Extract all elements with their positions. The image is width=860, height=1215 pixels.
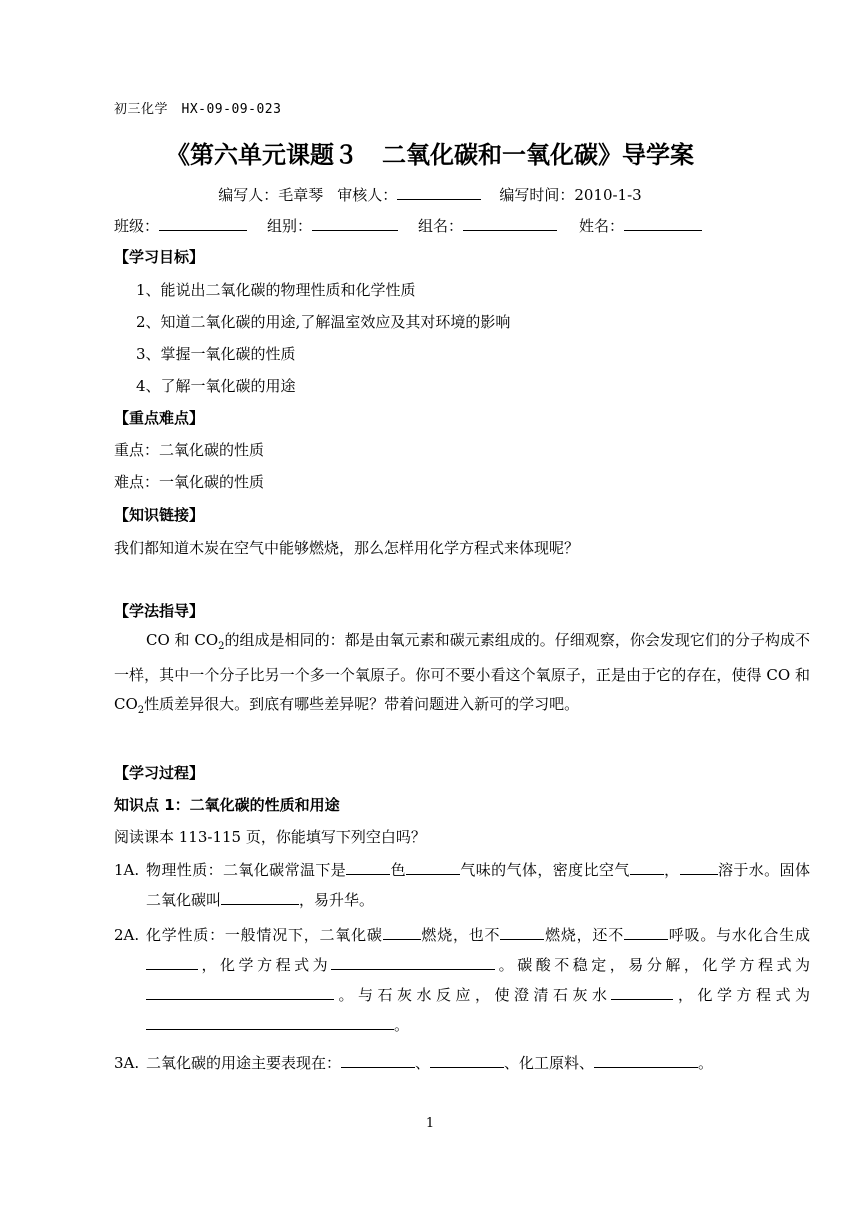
group-name-label: 组名： (418, 217, 464, 235)
method-text-c: 性质差异很大。到底有哪些差异呢？带着问题进入新可的学习吧。 (144, 695, 580, 713)
question-text: ， (663, 861, 680, 879)
method-subscript-a: 2 (218, 641, 225, 652)
name-label: 姓名： (579, 217, 625, 235)
question-text: 。 (698, 1054, 714, 1072)
question-text: 气味的气体，密度比空气 (459, 861, 630, 879)
question-text: ，易升华。 (299, 891, 375, 909)
goal-item: 2、知道二氧化碳的用途,了解温室效应及其对环境的影响 (136, 313, 511, 331)
reviewer-blank[interactable] (397, 183, 481, 200)
answer-blank[interactable] (341, 1051, 415, 1068)
knowledge-point-1-heading: 知识点 1：二氧化碳的性质和用途 (114, 796, 340, 814)
question-text: 燃烧，也不 (420, 926, 501, 944)
answer-blank[interactable] (406, 858, 460, 875)
document-code: 初三化学 HX-09-09-023 (114, 102, 282, 117)
answer-blank[interactable] (221, 888, 299, 905)
question-text: 化学性质：一般情况下，二氧化碳 (146, 926, 383, 944)
page-number: 1 (425, 1116, 435, 1131)
question-text: 色 (390, 861, 406, 879)
group-label: 组别： (267, 217, 313, 235)
answer-blank[interactable] (611, 983, 673, 1000)
question-text: 、化工原料、 (504, 1054, 595, 1072)
answer-blank[interactable] (594, 1051, 698, 1068)
process-heading: 【学习过程】 (114, 764, 205, 782)
goal-item: 3、掌握一氧化碳的性质 (136, 345, 296, 363)
meta-line (0, 183, 860, 206)
method-paragraph (114, 626, 810, 725)
question-text: ，化学方程式为 (673, 986, 810, 1004)
question-2 (146, 920, 810, 1040)
question-1-number: 1A. (114, 861, 140, 879)
method-heading: 【学法指导】 (114, 602, 205, 620)
question-text: 。 (394, 1016, 410, 1034)
title-part-1: 《第六单元课题３ (166, 141, 358, 169)
reviewer-label: 审核人： (337, 186, 398, 204)
question-3-number: 3A. (114, 1054, 140, 1072)
group-blank[interactable] (312, 214, 398, 231)
key-heading: 【重点难点】 (114, 409, 205, 427)
class-blank[interactable] (159, 214, 247, 231)
time-label: 编写时间：2010-1-3 (499, 186, 642, 204)
class-label: 班级： (114, 217, 160, 235)
method-text-a: CO 和 CO (146, 631, 219, 649)
question-text: 。碳酸不稳定，易分解，化学方程式为 (495, 956, 810, 974)
title-part-2: 二氧化碳和一氧化碳》导学案 (382, 141, 694, 169)
question-text: 。与石灰水反应，使澄清石灰水 (334, 986, 612, 1004)
answer-blank[interactable] (346, 858, 390, 875)
knowledge-point-1-intro: 阅读课本 113-115 页，你能填写下列空白吗？ (114, 828, 426, 846)
link-text: 我们都知道木炭在空气中能够燃烧，那么怎样用化学方程式来体现呢？ (114, 539, 580, 557)
question-text: 物理性质：二氧化碳常温下是 (146, 861, 347, 879)
question-text: 燃烧，还不 (544, 926, 624, 944)
question-1 (146, 855, 810, 915)
link-heading: 【知识链接】 (114, 506, 205, 524)
question-text: ，化学方程式为 (198, 956, 332, 974)
answer-blank[interactable] (500, 923, 544, 940)
answer-blank[interactable] (630, 858, 664, 875)
answer-blank[interactable] (624, 923, 668, 940)
key-point: 重点：二氧化碳的性质 (114, 441, 265, 459)
answer-blank[interactable] (146, 983, 334, 1000)
question-text: 、 (415, 1054, 431, 1072)
goal-item: 1、能说出二氧化碳的物理性质和化学性质 (136, 281, 416, 299)
answer-blank[interactable] (146, 1013, 394, 1030)
answer-blank[interactable] (331, 953, 495, 970)
method-subscript-b: 2 (137, 705, 145, 716)
page-title (0, 138, 860, 172)
goals-heading: 【学习目标】 (114, 248, 205, 266)
goal-item: 4、了解一氧化碳的用途 (136, 377, 296, 395)
group-name-blank[interactable] (463, 214, 557, 231)
author-label: 编写人：毛章琴 (218, 186, 324, 204)
difficult-point: 难点：一氧化碳的性质 (114, 473, 265, 491)
question-text: 溶于水。固体二氧化碳叫 (146, 861, 810, 909)
answer-blank[interactable] (430, 1051, 504, 1068)
answer-blank[interactable] (383, 923, 421, 940)
student-info-line (114, 214, 702, 237)
answer-blank[interactable] (146, 953, 198, 970)
question-3 (146, 1048, 810, 1078)
question-text: 二氧化碳的用途主要表现在： (146, 1054, 342, 1072)
name-blank[interactable] (624, 214, 702, 231)
method-text-b: 的组成是相同的：都是由氧元素和碳元素组成的。仔细观察，你会发现它们的分子构成不一样，其中一个分子比另一个多一个氧原子。你可不要小看这个氧原子，正是由于它的存在，使得 CO 和 CO (114, 631, 810, 713)
question-2-number: 2A. (114, 926, 140, 944)
answer-blank[interactable] (680, 858, 718, 875)
question-text: 呼吸。与水化合生成 (668, 926, 810, 944)
